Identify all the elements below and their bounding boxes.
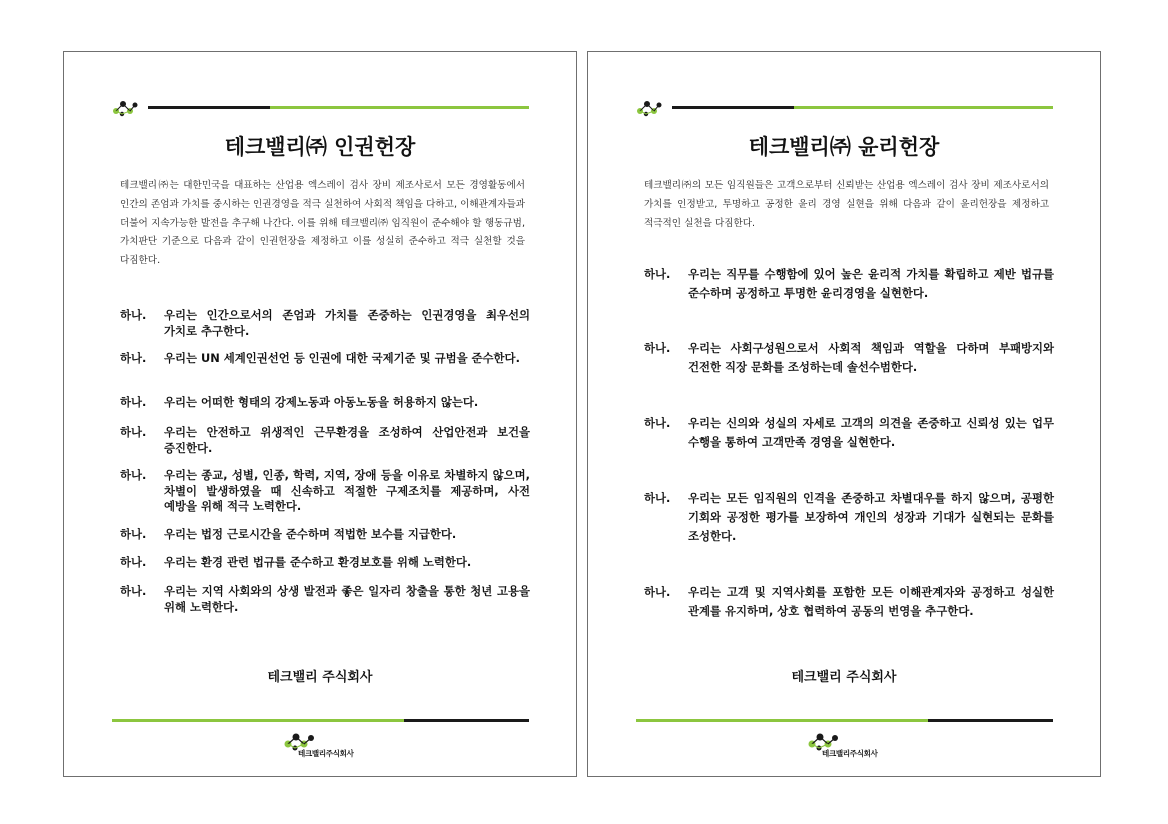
item-marker: 하나. [120, 395, 147, 409]
top-rule [148, 106, 529, 109]
item-marker: 하나. [644, 341, 671, 355]
item-text: 우리는 안전하고 위생적인 근무환경을 조성하여 산업안전과 보건을 증진한다. [164, 425, 530, 455]
footer-logo-text: 테크밸리주식회사 [298, 749, 354, 758]
item-marker: 하나. [120, 468, 147, 482]
charter-item [644, 583, 1054, 621]
charter-item [120, 584, 530, 615]
charter-item [120, 395, 530, 411]
item-text: 우리는 신의와 성실의 자세로 고객의 의견을 존중하고 신뢰성 있는 업무 수행을 통하여 고객만족 경영을 실현한다. [688, 416, 1054, 449]
item-text: 우리는 UN 세계인권선언 등 인권에 대한 국제기준 및 규범을 준수한다. [164, 351, 520, 365]
item-marker: 하나. [120, 425, 147, 439]
item-text: 우리는 법정 근로시간을 준수하며 적법한 보수를 지급한다. [164, 527, 457, 541]
item-text: 우리는 모든 임직원의 인격을 존중하고 차별대우를 하지 않으며, 공평한 기회와 공정한 평가를 보장하여 개인의 성장과 기대가 실현되는 문화를 조성한다. [688, 491, 1054, 543]
footer-logo-text: 테크밸리주식회사 [822, 749, 878, 758]
item-text: 우리는 어떠한 형태의 강제노동과 아동노동을 허용하지 않는다. [164, 395, 479, 409]
intro-paragraph: 테크밸리㈜의 모든 임직원들은 고객으로부터 신뢰받는 산업용 엑스레이 검사 장비 제조사로서의 가치를 인정받고, 투명하고 공정한 윤리 경영 실현을 위해 다음과 같이 윤리헌장을 제정하고 적극적인 실천을 다짐한다. [644, 180, 1049, 229]
item-marker: 하나. [120, 555, 147, 569]
item-text: 우리는 고객 및 지역사회를 포함한 모든 이해관계자와 공정하고 성실한 관계를 유지하며, 상호 협력하여 공동의 번영을 추구한다. [688, 585, 1054, 618]
charter-item [120, 425, 530, 456]
item-text: 우리는 인간으로서의 존엄과 가치를 존중하는 인권경영을 최우선의 가치로 추구한다. [164, 308, 530, 338]
footer-logo [283, 733, 361, 759]
bottom-rule [112, 719, 529, 722]
charter-item [120, 351, 530, 367]
item-marker: 하나. [120, 351, 147, 365]
company-logo-icon [636, 99, 662, 117]
charter-item [644, 414, 1054, 452]
company-name: 테크밸리 주식회사 [791, 670, 897, 685]
ethics-charter-page [587, 51, 1101, 777]
charter-item [120, 555, 530, 571]
item-marker: 하나. [644, 585, 671, 599]
human-rights-charter-page [63, 51, 577, 777]
charter-item [120, 308, 530, 339]
page-title: 테크밸리㈜ 인권헌장 [224, 135, 416, 159]
company-logo-icon [112, 99, 138, 117]
item-text: 우리는 사회구성원으로서 사회적 책임과 역할을 다하며 부패방지와 건전한 직장 문화를 조성하는데 솔선수범한다. [688, 341, 1054, 374]
item-text: 우리는 종교, 성별, 인종, 학력, 지역, 장애 등을 이유로 차별하지 않으며, 차별이 발생하였을 때 신속하고 적절한 구제조치를 제공하며, 사전 예방을 위해 적극 노력한다. [164, 468, 530, 513]
intro-paragraph: 테크밸리㈜는 대한민국을 대표하는 산업용 엑스레이 검사 장비 제조사로서 모든 경영활동에서 인간의 존엄과 가치를 중시하는 인권경영을 적극 실천하여 사회적 책임을 다하고, 이해관계자들과 더불어 지속가능한 발전을 추구해 나간다. 이를 위해 테크밸리㈜ 임직원이 준수해야 할 행동규범, 가치판단 기준으로 다음과 같이 인권헌장을 제정하고 이를 성실히 준수하고 적극 실천할 것을 다짐한다. [120, 180, 525, 267]
charter-item [120, 468, 530, 515]
item-marker: 하나. [120, 527, 147, 541]
item-marker: 하나. [120, 584, 147, 598]
page-title: 테크밸리㈜ 윤리헌장 [748, 135, 940, 159]
charter-item [120, 527, 530, 543]
item-text: 우리는 지역 사회와의 상생 발전과 좋은 일자리 창출을 통한 청년 고용을 위해 노력한다. [164, 584, 530, 614]
item-marker: 하나. [644, 267, 671, 281]
company-name: 테크밸리 주식회사 [267, 670, 373, 685]
item-marker: 하나. [644, 491, 671, 505]
footer-logo [807, 733, 885, 759]
item-text: 우리는 직무를 수행함에 있어 높은 윤리적 가치를 확립하고 제반 법규를 준수하며 공정하고 투명한 윤리경영을 실현한다. [688, 267, 1054, 300]
item-marker: 하나. [644, 416, 671, 430]
item-text: 우리는 환경 관련 법규를 준수하고 환경보호를 위해 노력한다. [164, 555, 472, 569]
item-marker: 하나. [120, 308, 147, 322]
top-rule [672, 106, 1053, 109]
charter-item [644, 489, 1054, 546]
bottom-rule [636, 719, 1053, 722]
charter-item [644, 265, 1054, 303]
charter-item [644, 339, 1054, 377]
